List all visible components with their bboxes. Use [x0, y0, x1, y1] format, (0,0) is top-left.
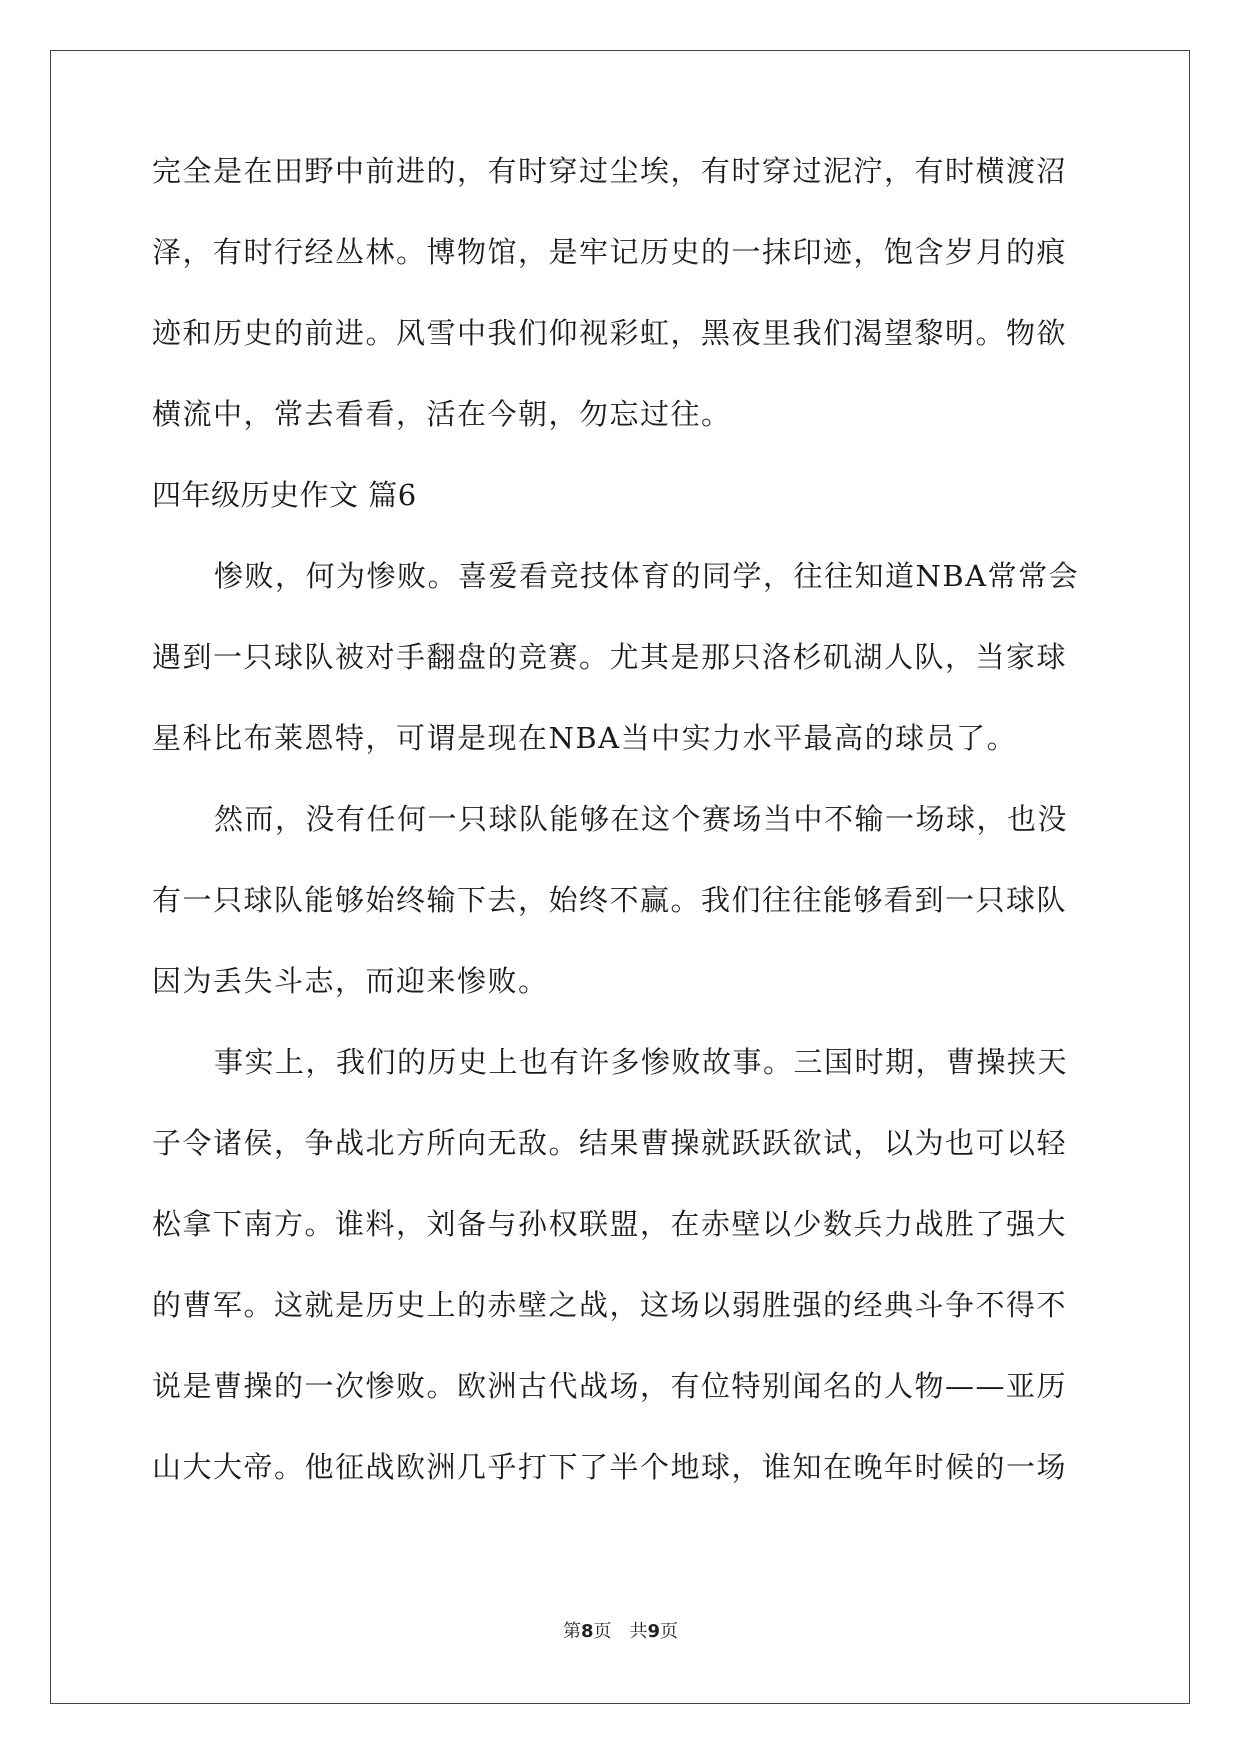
text-line: 迹和历史的前进。风雪中我们仰视彩虹，黑夜里我们渴望黎明。物欲: [152, 316, 1068, 350]
footer-total-suffix: 页: [660, 1621, 679, 1642]
text-line: 遇到一只球队被对手翻盘的竞赛。尤其是那只洛杉矶湖人队，当家球: [152, 640, 1068, 674]
text-line: 事实上，我们的历史上也有许多惨败故事。三国时期，曹操挟天: [214, 1045, 1069, 1079]
text-line: 惨败，何为惨败。喜爱看竞技体育的同学，往往知道NBA常常会: [214, 559, 1080, 593]
text-line: 有一只球队能够始终输下去，始终不赢。我们往往能够看到一只球队: [152, 883, 1068, 917]
text-line: 横流中，常去看看，活在今朝，勿忘过往。: [152, 397, 732, 431]
text-line: 山大大帝。他征战欧洲几乎打下了半个地球，谁知在晚年时候的一场: [152, 1450, 1068, 1484]
current-page-number: 8: [580, 1621, 594, 1642]
text-line: 的曹军。这就是历史上的赤壁之战，这场以弱胜强的经典斗争不得不: [152, 1288, 1068, 1322]
total-page-count: 9: [647, 1621, 661, 1642]
footer-total-prefix: 共: [629, 1621, 648, 1642]
page-footer: [0, 1620, 1241, 1644]
text-line: 因为丢失斗志，而迎来惨败。: [152, 964, 549, 998]
text-line: 完全是在田野中前进的，有时穿过尘埃，有时穿过泥泞，有时横渡沼: [152, 154, 1068, 188]
text-line: 星科比布莱恩特，可谓是现在NBA当中实力水平最高的球员了。: [152, 721, 1018, 755]
footer-page-prefix: 第: [562, 1621, 581, 1642]
text-line: 泽，有时行经丛林。博物馆，是牢记历史的一抹印迹，饱含岁月的痕: [152, 235, 1068, 269]
text-line: 松拿下南方。谁料，刘备与孙权联盟，在赤壁以少数兵力战胜了强大: [152, 1207, 1068, 1241]
section-heading: 四年级历史作文 篇6: [152, 478, 417, 512]
text-line: 说是曹操的一次惨败。欧洲古代战场，有位特别闻名的人物——亚历: [152, 1369, 1068, 1403]
footer-page-suffix: 页: [593, 1621, 612, 1642]
document-body: [152, 155, 1087, 1532]
text-line: 子令诸侯，争战北方所向无敌。结果曹操就跃跃欲试，以为也可以轻: [152, 1126, 1068, 1160]
text-line: 然而，没有任何一只球队能够在这个赛场当中不输一场球，也没: [214, 802, 1069, 836]
